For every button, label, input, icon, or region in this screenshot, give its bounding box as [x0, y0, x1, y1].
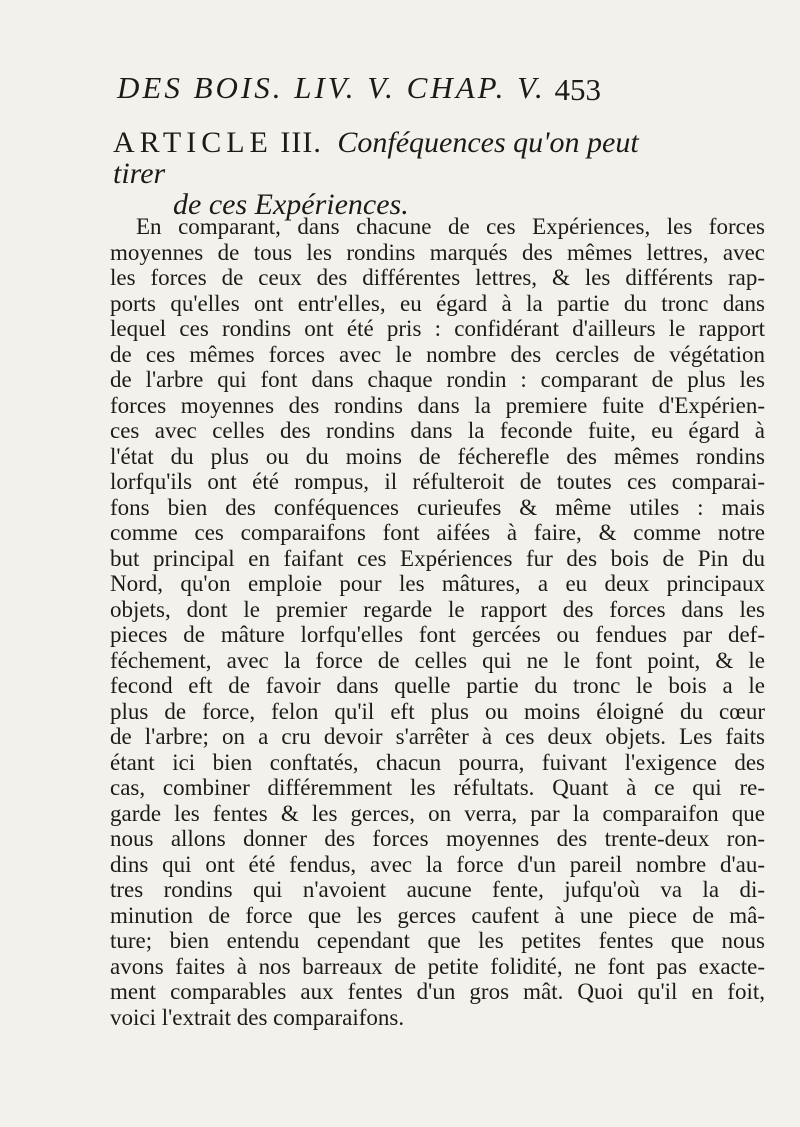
- body-paragraph: [110, 214, 765, 1030]
- body-line: garde les fentes & les gerces, on verra, par la comparaifon que: [110, 800, 765, 826]
- body-line: ture; bien entendu cependant que les petites fentes que nous: [110, 928, 765, 953]
- article-title-line-2: de ces Expériences.: [173, 188, 409, 221]
- body-line: avons faites à nos barreaux de petite folidité, ne font pas exacte-: [110, 953, 765, 979]
- body-line: pieces de mâture lorfqu'elles font gercées ou fendues par def-: [110, 622, 765, 647]
- body-line: comme ces comparaifons font aifées à faire, & comme notre: [110, 520, 765, 545]
- article-title-line-1: Conféquences qu'on peut tirer: [113, 126, 639, 190]
- body-line: dins qui ont été fendus, avec la force d'un pareil nombre d'au-: [110, 851, 765, 877]
- body-line: l'état du plus ou du moins de fécherefle des mêmes rondins: [110, 443, 765, 469]
- body-line: tres rondins qui n'avoient aucune fente, jufqu'où va la di-: [110, 877, 765, 902]
- body-line: fons bien des conféquences curieufes & même utiles : mais: [110, 494, 765, 520]
- body-line: lorfqu'ils ont été rompus, il réfulteroit de toutes ces comparai-: [110, 469, 765, 494]
- running-title: DES BOIS. LIV. V. CHAP. V.: [117, 70, 546, 105]
- body-line: ment comparables aux fentes d'un gros mât. Quoi qu'il en foit,: [110, 979, 765, 1004]
- body-line: de ces mêmes forces avec le nombre des cercles de végétation: [110, 341, 765, 367]
- running-head: [117, 70, 601, 110]
- body-line: fecond eft de favoir dans quelle partie du tronc le bois a le: [110, 673, 765, 698]
- body-line: moyennes de tous les rondins marqués des mêmes lettres, avec: [110, 239, 765, 265]
- body-line: cas, combiner différemment les réfultats. Quant à ce qui re-: [110, 775, 765, 800]
- body-line: ports qu'elles ont entr'elles, eu égard à la partie du tronc dans: [110, 290, 765, 316]
- body-line: les forces de ceux des différentes lettres, & les différents rap-: [110, 265, 765, 290]
- body-line: nous allons donner des forces moyennes des trente-deux ron-: [110, 826, 765, 851]
- body-line: féchement, avec la force de celles qui ne le font point, & le: [110, 647, 765, 673]
- article-label: ARTICLE: [113, 126, 273, 159]
- article-heading: [113, 127, 673, 220]
- body-line: lequel ces rondins ont été pris : confidérant d'ailleurs le rapport: [110, 316, 765, 341]
- page-number: 453: [554, 72, 601, 107]
- body-line: de l'arbre; on a cru devoir s'arrêter à ces deux objets. Les faits: [110, 724, 765, 749]
- body-line: En comparant, dans chacune de ces Expériences, les forces: [136, 214, 765, 239]
- body-line: ces avec celles des rondins dans la feconde fuite, eu égard à: [110, 418, 765, 443]
- body-line: plus de force, felon qu'il eft plus ou moins éloigné du cœur: [110, 698, 765, 724]
- body-line: forces moyennes des rondins dans la premiere fuite d'Expérien-: [110, 392, 765, 418]
- body-line: voici l'extrait des comparaifons.: [110, 1004, 405, 1030]
- article-number: III.: [280, 126, 322, 159]
- body-line: Nord, qu'on emploie pour les mâtures, a eu deux principaux: [110, 571, 765, 596]
- body-line: but principal en faifant ces Expériences fur des bois de Pin du: [110, 545, 765, 571]
- body-line: de l'arbre qui font dans chaque rondin : comparant de plus les: [110, 367, 765, 392]
- body-line: étant ici bien conftatés, chacun pourra, fuivant l'exigence des: [110, 749, 765, 775]
- body-line: objets, dont le premier regarde le rapport des forces dans les: [110, 596, 765, 622]
- body-line: minution de force que les gerces caufent à une piece de mâ-: [110, 902, 765, 928]
